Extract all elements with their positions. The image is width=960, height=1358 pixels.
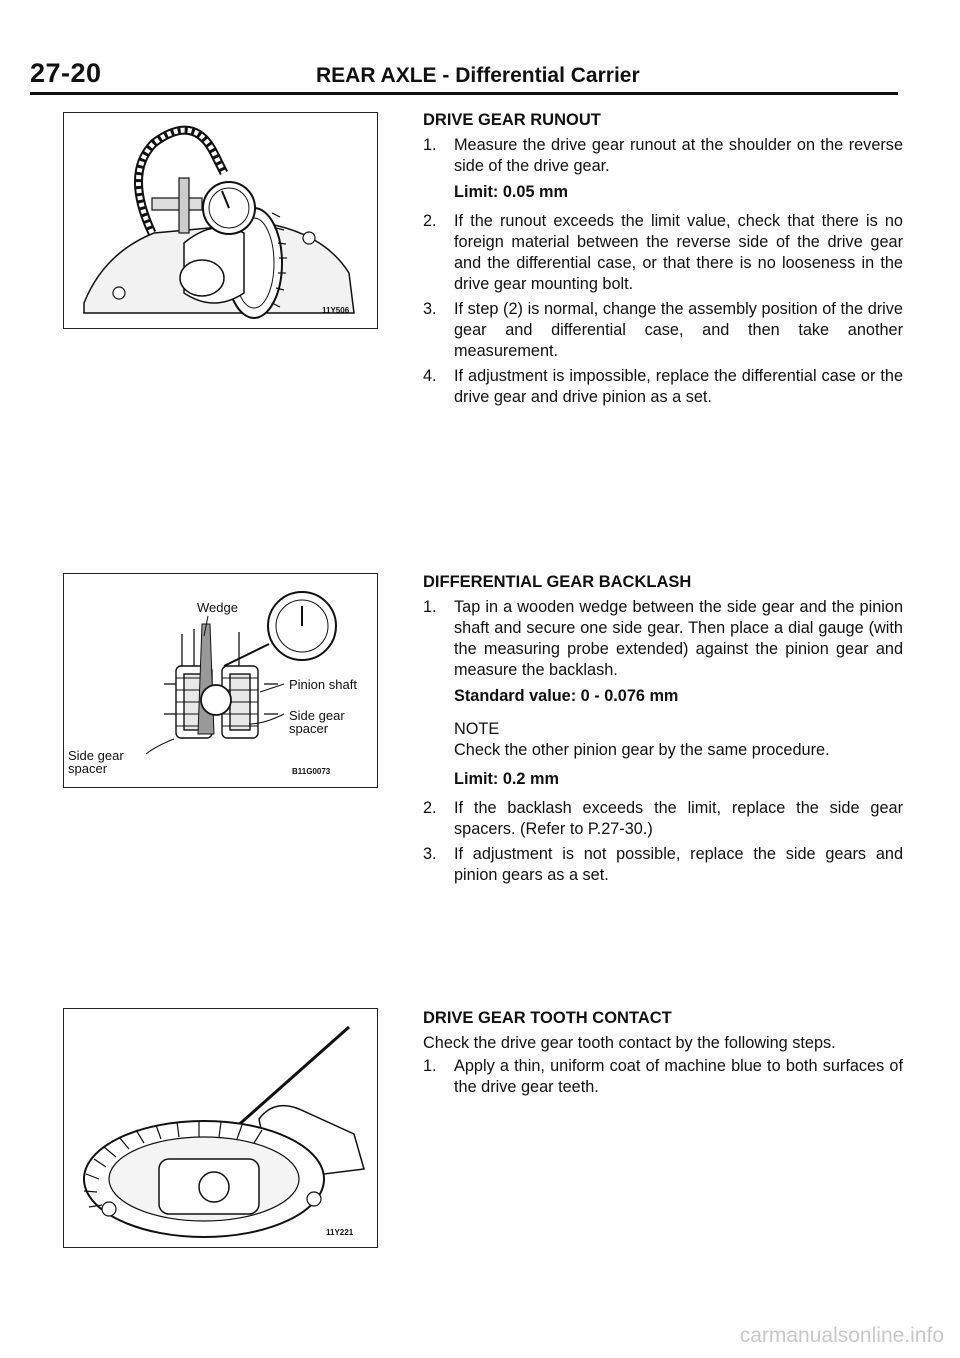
step-text: If adjustment is impossible, replace the differential case or the drive gear and drive pinion as a set.: [454, 367, 903, 406]
step-number: 2.: [423, 799, 437, 817]
spec-limit: Limit: 0.05 mm: [454, 183, 569, 201]
spec-limit: Limit: 0.2 mm: [454, 770, 559, 788]
step-number: 1.: [423, 136, 437, 154]
section-heading: DRIVE GEAR TOOTH CONTACT: [423, 1009, 672, 1027]
note-body: Check the other pinion gear by the same procedure.: [454, 741, 830, 759]
list-item: [423, 844, 903, 886]
step-number: 1.: [423, 598, 437, 616]
step-text: If step (2) is normal, change the assembly position of the drive gear and differential case, and then take another measurement.: [454, 300, 903, 360]
note-heading: NOTE: [454, 720, 500, 738]
step-text: Measure the drive gear runout at the shoulder on the reverse side of the drive gear.: [454, 136, 903, 175]
step-number: 3.: [423, 845, 437, 863]
section-heading: DRIVE GEAR RUNOUT: [423, 111, 601, 129]
figure-tooth-contact: [63, 1008, 378, 1248]
figure-gear-backlash: [63, 573, 378, 788]
list-item: [423, 299, 903, 362]
step-number: 4.: [423, 367, 437, 385]
section-drive-gear-runout: [423, 110, 903, 412]
dial-indicator-runout-icon: [64, 113, 377, 328]
step-text: If the runout exceeds the limit value, check that there is no foreign material between the reverse side of the drive gear and the differential case, or that there is no looseness in the drive gear mounting bolt.: [454, 212, 903, 293]
list-item: [423, 211, 903, 295]
figure-drive-gear-runout: [63, 112, 378, 329]
label-pinion-shaft: Pinion shaft: [289, 677, 357, 692]
list-item: [423, 798, 903, 840]
step-number: 3.: [423, 300, 437, 318]
machine-blue-application-icon: [64, 1009, 377, 1247]
step-text: If the backlash exceeds the limit, replace the side gear spacers. (Refer to P.27-30.): [454, 799, 903, 838]
step-number: 2.: [423, 212, 437, 230]
label-side-gear-spacer-right-2: spacer: [289, 721, 329, 736]
list-item: [423, 597, 903, 681]
section-heading: DIFFERENTIAL GEAR BACKLASH: [423, 573, 692, 591]
figure-code: 11Y506: [322, 306, 350, 315]
step-text: Tap in a wooden wedge between the side gear and the pinion shaft and secure one side gear. Then place a dial gauge (with the measuring probe extended) against the pinion gear and measure the backlash.: [454, 598, 903, 679]
label-side-gear-spacer-left-2: spacer: [68, 761, 108, 776]
page-title: REAR AXLE - Differential Carrier: [316, 64, 640, 87]
section-differential-gear-backlash: [423, 572, 903, 890]
step-text: If adjustment is not possible, replace the side gears and pinion gears as a set.: [454, 845, 903, 884]
list-item: [423, 366, 903, 408]
step-number: 1.: [423, 1057, 437, 1075]
list-item: [423, 1056, 903, 1098]
label-wedge: Wedge: [197, 600, 238, 615]
watermark: carmanualsonline.info: [739, 1324, 944, 1347]
list-item: [423, 135, 903, 177]
label-side-gear-spacer-left: Side gear: [68, 748, 124, 763]
page-number: 27-20: [30, 58, 102, 88]
step-text: Apply a thin, uniform coat of machine blue to both surfaces of the drive gear teeth.: [454, 1057, 903, 1096]
label-side-gear-spacer-right: Side gear: [289, 708, 345, 723]
section-intro: Check the drive gear tooth contact by the following steps.: [423, 1034, 836, 1052]
spec-standard-value: Standard value: 0 - 0.076 mm: [454, 687, 679, 705]
section-drive-gear-tooth-contact: [423, 1008, 903, 1102]
figure-code: B11G0073: [292, 767, 331, 776]
figure-code: 11Y221: [326, 1228, 354, 1237]
header-rule: [30, 92, 898, 95]
backlash-measurement-icon: [64, 574, 377, 787]
